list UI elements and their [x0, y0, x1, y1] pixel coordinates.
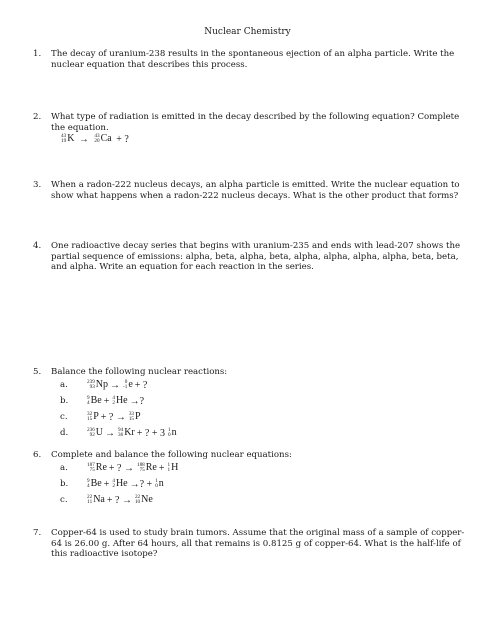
- nuclide: 22 10 Ne: [134, 493, 153, 506]
- question-text: The decay of uranium-238 results in the spontaneous ejection of an alpha particle. Write the nuclear equation that describes this process.: [51, 49, 455, 70]
- nuclide: 4 2 He: [112, 477, 128, 490]
- operator: + ? →: [100, 411, 126, 423]
- question-1: [33, 49, 465, 70]
- operator: →? +: [129, 478, 153, 490]
- question-number: 2.: [33, 112, 42, 122]
- operator: +: [103, 395, 110, 407]
- nuclide: 1 0 n: [155, 477, 164, 490]
- question-number: 1.: [33, 49, 42, 59]
- nuclide: 9 4 Be: [87, 477, 102, 490]
- operator: + ? →: [106, 494, 132, 506]
- nuclide: 43 19 K: [61, 132, 75, 145]
- nuclear-equation: [86, 462, 178, 475]
- question-5: [33, 367, 465, 378]
- operator: →: [78, 133, 89, 145]
- item-letter: c.: [60, 495, 68, 505]
- nuclide: 187 75 Re: [87, 461, 107, 474]
- nuclear-equation: [86, 494, 153, 507]
- nuclear-equation: [86, 379, 149, 392]
- item-letter: b.: [60, 479, 69, 489]
- question-text: When a radon-222 nucleus decays, an alpha particle is emitted. Write the nuclear equation to show what happens when a radon-222 nucleus decays. What is the other product that forms?: [51, 180, 460, 201]
- question-6: [33, 450, 465, 461]
- question-2: [33, 112, 465, 133]
- nuclide: 94 36 Kr: [118, 426, 135, 439]
- nuclide: 0 -1 e: [123, 378, 133, 391]
- question-number: 7.: [33, 528, 42, 538]
- operator: →: [110, 379, 121, 391]
- question-number: 6.: [33, 450, 42, 460]
- nuclide: 43 20 Ca: [94, 132, 112, 145]
- operator: →?: [129, 395, 145, 407]
- operator: + ? →: [108, 462, 134, 474]
- nuclide: 33 15 P: [128, 410, 141, 423]
- operator: + ? + 3: [136, 427, 165, 439]
- nuclear-equation: [86, 411, 141, 424]
- question-text: One radioactive decay series that begins with uranium-235 and ends with lead-207 shows the partial sequence of emissions: alpha, beta, alpha, beta, alpha, alpha, alpha, alpha, beta, beta, and alpha. Write an equation for each reaction in the series.: [51, 241, 461, 273]
- question-number: 4.: [33, 241, 42, 251]
- nuclide: 32 15 P: [87, 410, 99, 423]
- nuclide: 1 1 H: [167, 461, 179, 474]
- operator: + ?: [116, 133, 129, 145]
- question-7: [33, 528, 465, 560]
- nuclide: 4 2 He: [112, 394, 128, 407]
- item-letter: a.: [60, 380, 68, 390]
- page-title: Nuclear Chemistry: [204, 27, 291, 37]
- nuclear-equation: [86, 478, 164, 491]
- item-letter: b.: [60, 396, 69, 406]
- question-text: Balance the following nuclear reactions:: [51, 367, 228, 377]
- nuclide: 1 0 n: [167, 426, 177, 439]
- nuclide: 236 92 U: [87, 426, 104, 439]
- item-letter: d.: [60, 428, 69, 438]
- nuclear-equation: [86, 395, 146, 408]
- operator: +: [158, 462, 165, 474]
- nuclide: 9 4 Be: [87, 394, 102, 407]
- q2-equation: [60, 133, 131, 146]
- nuclide: 239 93 Np: [87, 378, 109, 391]
- question-number: 5.: [33, 367, 42, 377]
- nuclear-equation: [86, 427, 177, 440]
- operator: + ?: [134, 379, 148, 391]
- question-4: [33, 241, 465, 273]
- nuclide: 22 11 Na: [87, 493, 105, 506]
- item-letter: a.: [60, 463, 68, 473]
- question-text: What type of radiation is emitted in the decay described by the following equation? Complete the equation.: [51, 112, 460, 133]
- question-3: [33, 180, 465, 201]
- question-number: 3.: [33, 180, 42, 190]
- item-letter: c.: [60, 412, 68, 422]
- operator: →: [105, 427, 116, 439]
- nuclide: 188 75 Re: [136, 461, 157, 474]
- question-text: Complete and balance the following nuclear equations:: [51, 450, 292, 460]
- question-text: Copper-64 is used to study brain tumors. Assume that the original mass of a sample of copper-64 is 26.00 g. After 64 hours, all that remains is 0.8125 g of copper-64. What is the half-life of this radioactive isotope?: [51, 528, 465, 560]
- operator: +: [103, 478, 110, 490]
